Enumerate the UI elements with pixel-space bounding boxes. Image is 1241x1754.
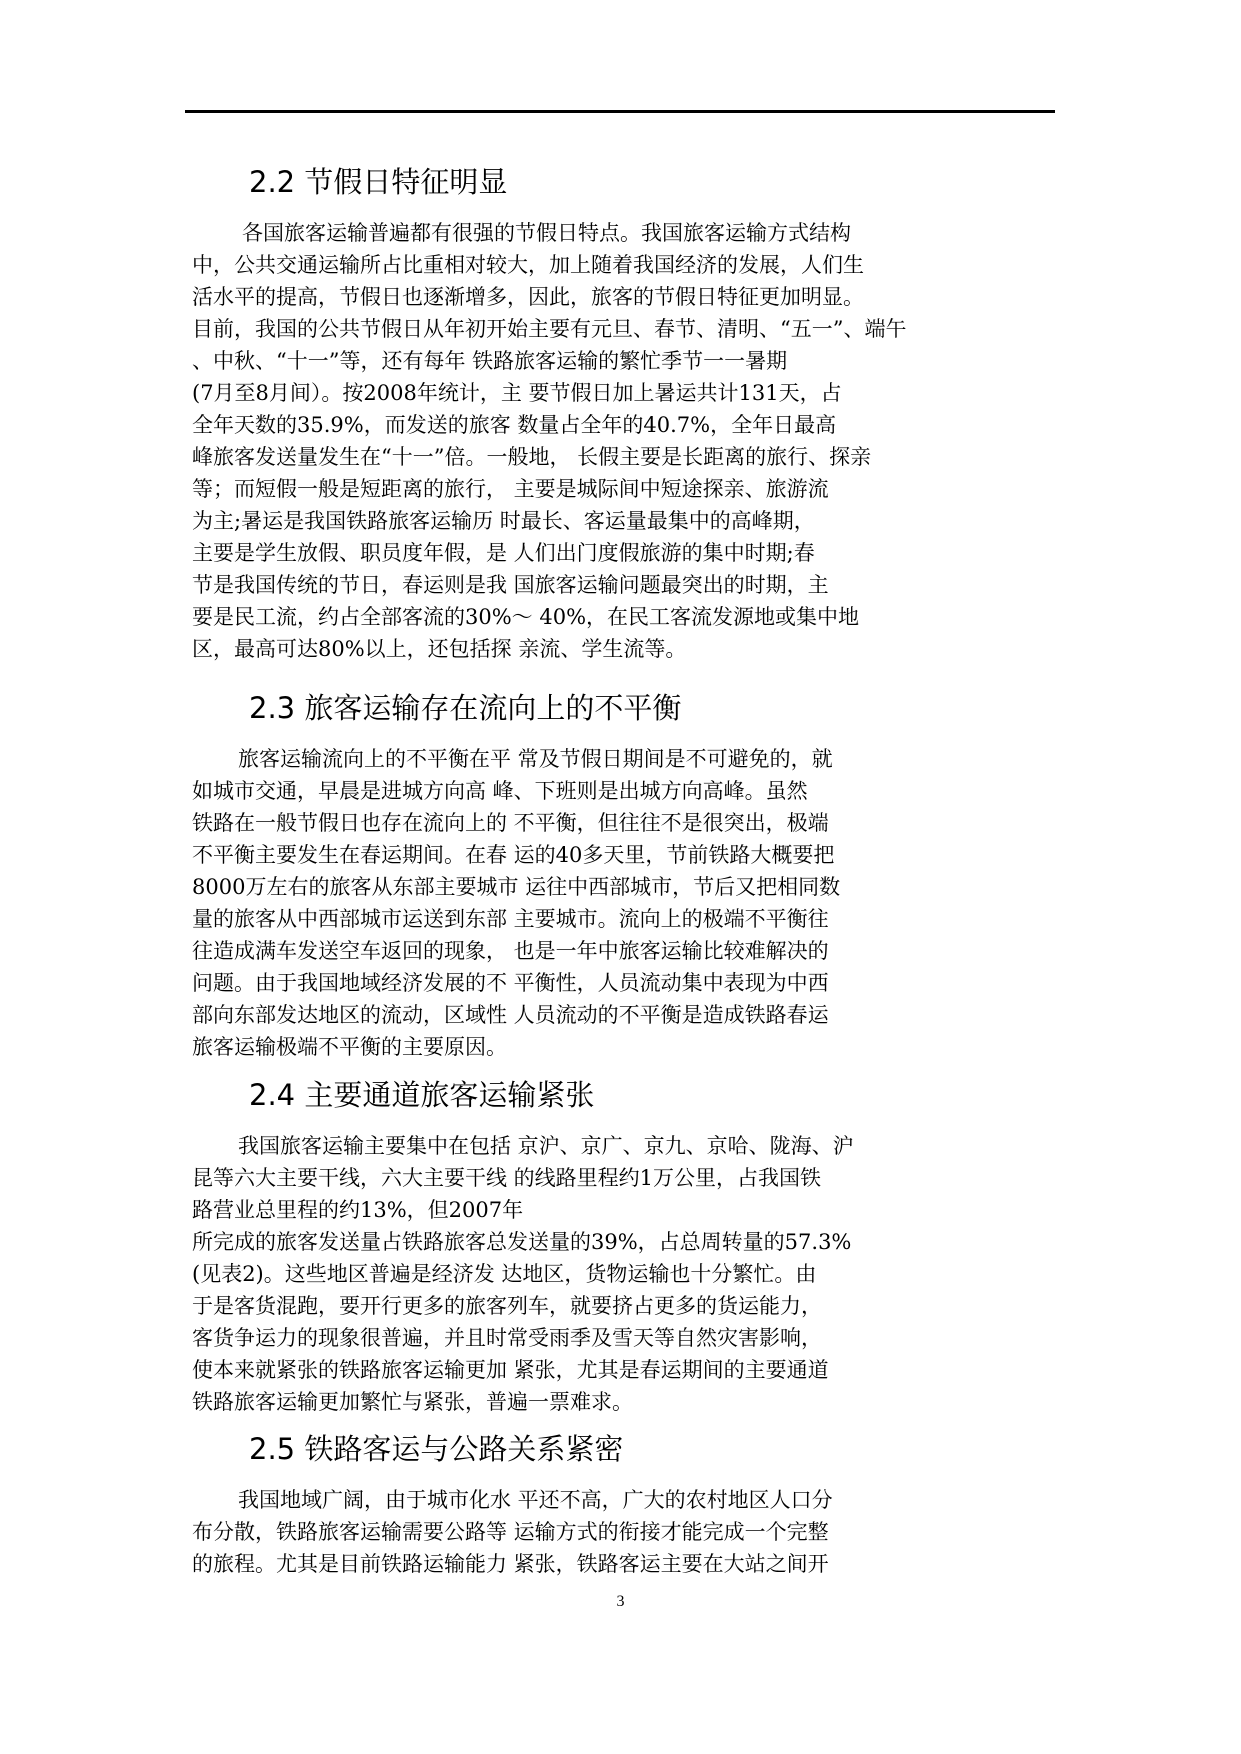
text-line: 部向东部发达地区的流动，区域性 人员流动的不平衡是造成铁路春运 bbox=[192, 1003, 829, 1027]
text-line: 昆等六大主要干线，六大主要干线 的线路里程约1万公里，占我国铁 bbox=[192, 1166, 822, 1190]
section-2-2 bbox=[192, 162, 992, 665]
text-line: 活水平的提高，节假日也逐渐增多，因此，旅客的节假日特征更加明显。 bbox=[192, 285, 864, 309]
text-line: 峰旅客发送量发生在“十一”倍。一般地， 长假主要是长距离的旅行、探亲 bbox=[192, 445, 872, 469]
text-line: 所完成的旅客发送量占铁路旅客总发送量的39%，占总周转量的57.3% bbox=[192, 1230, 852, 1254]
text-line: 如城市交通，早晨是进城方向高 峰、下班则是出城方向高峰。虽然 bbox=[192, 779, 808, 803]
text-line: 往造成满车发送空车返回的现象， 也是一年中旅客运输比较难解决的 bbox=[192, 939, 829, 963]
text-line: 不平衡主要发生在春运期间。在春 运的40多天里，节前铁路大概要把 bbox=[192, 843, 835, 867]
text-line: 区，最高可达80%以上，还包括探 亲流、学生流等。 bbox=[192, 637, 687, 661]
text-line: 节是我国传统的节日，春运则是我 国旅客运输问题最突出的时期，主 bbox=[192, 573, 829, 597]
section-paragraph bbox=[192, 1130, 992, 1418]
text-line: 要是民工流，约占全部客流的30%〜 40%，在民工客流发源地或集中地 bbox=[192, 605, 860, 629]
section-2-4 bbox=[192, 1075, 992, 1418]
text-line: 的旅程。尤其是目前铁路运输能力 紧张，铁路客运主要在大站之间开 bbox=[192, 1552, 829, 1576]
text-line: 我国地域广阔，由于城市化水 平还不高，广大的农村地区人口分 bbox=[238, 1488, 833, 1512]
text-line: 铁路旅客运输更加繁忙与紧张，普遍一票难求。 bbox=[192, 1390, 633, 1414]
header-rule bbox=[185, 110, 1055, 113]
text-line: 等；而短假一般是短距离的旅行， 主要是城际间中短途探亲、旅游流 bbox=[192, 477, 829, 501]
section-heading: 2.3 旅客运输存在流向上的不平衡 bbox=[249, 691, 682, 725]
text-line: 铁路在一般节假日也存在流向上的 不平衡，但往往不是很突出，极端 bbox=[192, 811, 829, 835]
text-line: 布分散，铁路旅客运输需要公路等 运输方式的衔接才能完成一个完整 bbox=[192, 1520, 829, 1544]
section-heading: 2.5 铁路客运与公路关系紧密 bbox=[249, 1432, 624, 1466]
text-line: 旅客运输流向上的不平衡在平 常及节假日期间是不可避免的，就 bbox=[238, 747, 833, 771]
section-2-3 bbox=[192, 688, 992, 1063]
text-line: (7月至8月间）。按2008年统计，主 要节假日加上暑运共计131天，占 bbox=[192, 381, 842, 405]
text-line: 目前，我国的公共节假日从年初开始主要有元旦、春节、清明、“五一”、端午 bbox=[192, 317, 907, 341]
text-line: 、中秋、“十一”等，还有每年 铁路旅客运输的繁忙季节一一暑期 bbox=[192, 349, 788, 373]
text-line: 于是客货混跑，要开行更多的旅客列车，就要挤占更多的货运能力， bbox=[192, 1294, 822, 1318]
text-line: 问题。由于我国地域经济发展的不 平衡性，人员流动集中表现为中西 bbox=[192, 971, 829, 995]
text-line: 我国旅客运输主要集中在包括 京沪、京广、京九、京哈、陇海、沪 bbox=[238, 1134, 854, 1158]
text-line: 全年天数的35.9%，而发送的旅客 数量占全年的40.7%，全年日最高 bbox=[192, 413, 837, 437]
text-line: 路营业总里程的约13%，但2007年 bbox=[192, 1198, 524, 1222]
text-line: (见表2)。这些地区普遍是经济发 达地区，货物运输也十分繁忙。由 bbox=[192, 1262, 817, 1286]
section-paragraph bbox=[192, 217, 992, 665]
text-line: 中，公共交通运输所占比重相对较大，加上随着我国经济的发展，人们生 bbox=[192, 253, 864, 277]
text-line: 为主;暑运是我国铁路旅客运输历 时最长、客运量最集中的高峰期， bbox=[192, 509, 815, 533]
section-paragraph bbox=[192, 743, 992, 1063]
section-heading: 2.4 主要通道旅客运输紧张 bbox=[249, 1078, 595, 1112]
text-line: 各国旅客运输普遍都有很强的节假日特点。我国旅客运输方式结构 bbox=[242, 221, 851, 245]
text-line: 客货争运力的现象很普遍，并且时常受雨季及雪天等自然灾害影响， bbox=[192, 1326, 822, 1350]
text-line: 使本来就紧张的铁路旅客运输更加 紧张，尤其是春运期间的主要通道 bbox=[192, 1358, 829, 1382]
section-paragraph bbox=[192, 1484, 992, 1580]
text-line: 8000万左右的旅客从东部主要城市 运往中西部城市，节后又把相同数 bbox=[192, 875, 841, 899]
section-heading: 2.2 节假日特征明显 bbox=[249, 165, 508, 199]
text-line: 量的旅客从中西部城市运送到东部 主要城市。流向上的极端不平衡往 bbox=[192, 907, 829, 931]
text-line: 主要是学生放假、职员度年假，是 人们出门度假旅游的集中时期;春 bbox=[192, 541, 815, 565]
text-line: 旅客运输极端不平衡的主要原因。 bbox=[192, 1035, 507, 1059]
page-number: 3 bbox=[616, 1593, 625, 1610]
section-2-5 bbox=[192, 1429, 992, 1580]
